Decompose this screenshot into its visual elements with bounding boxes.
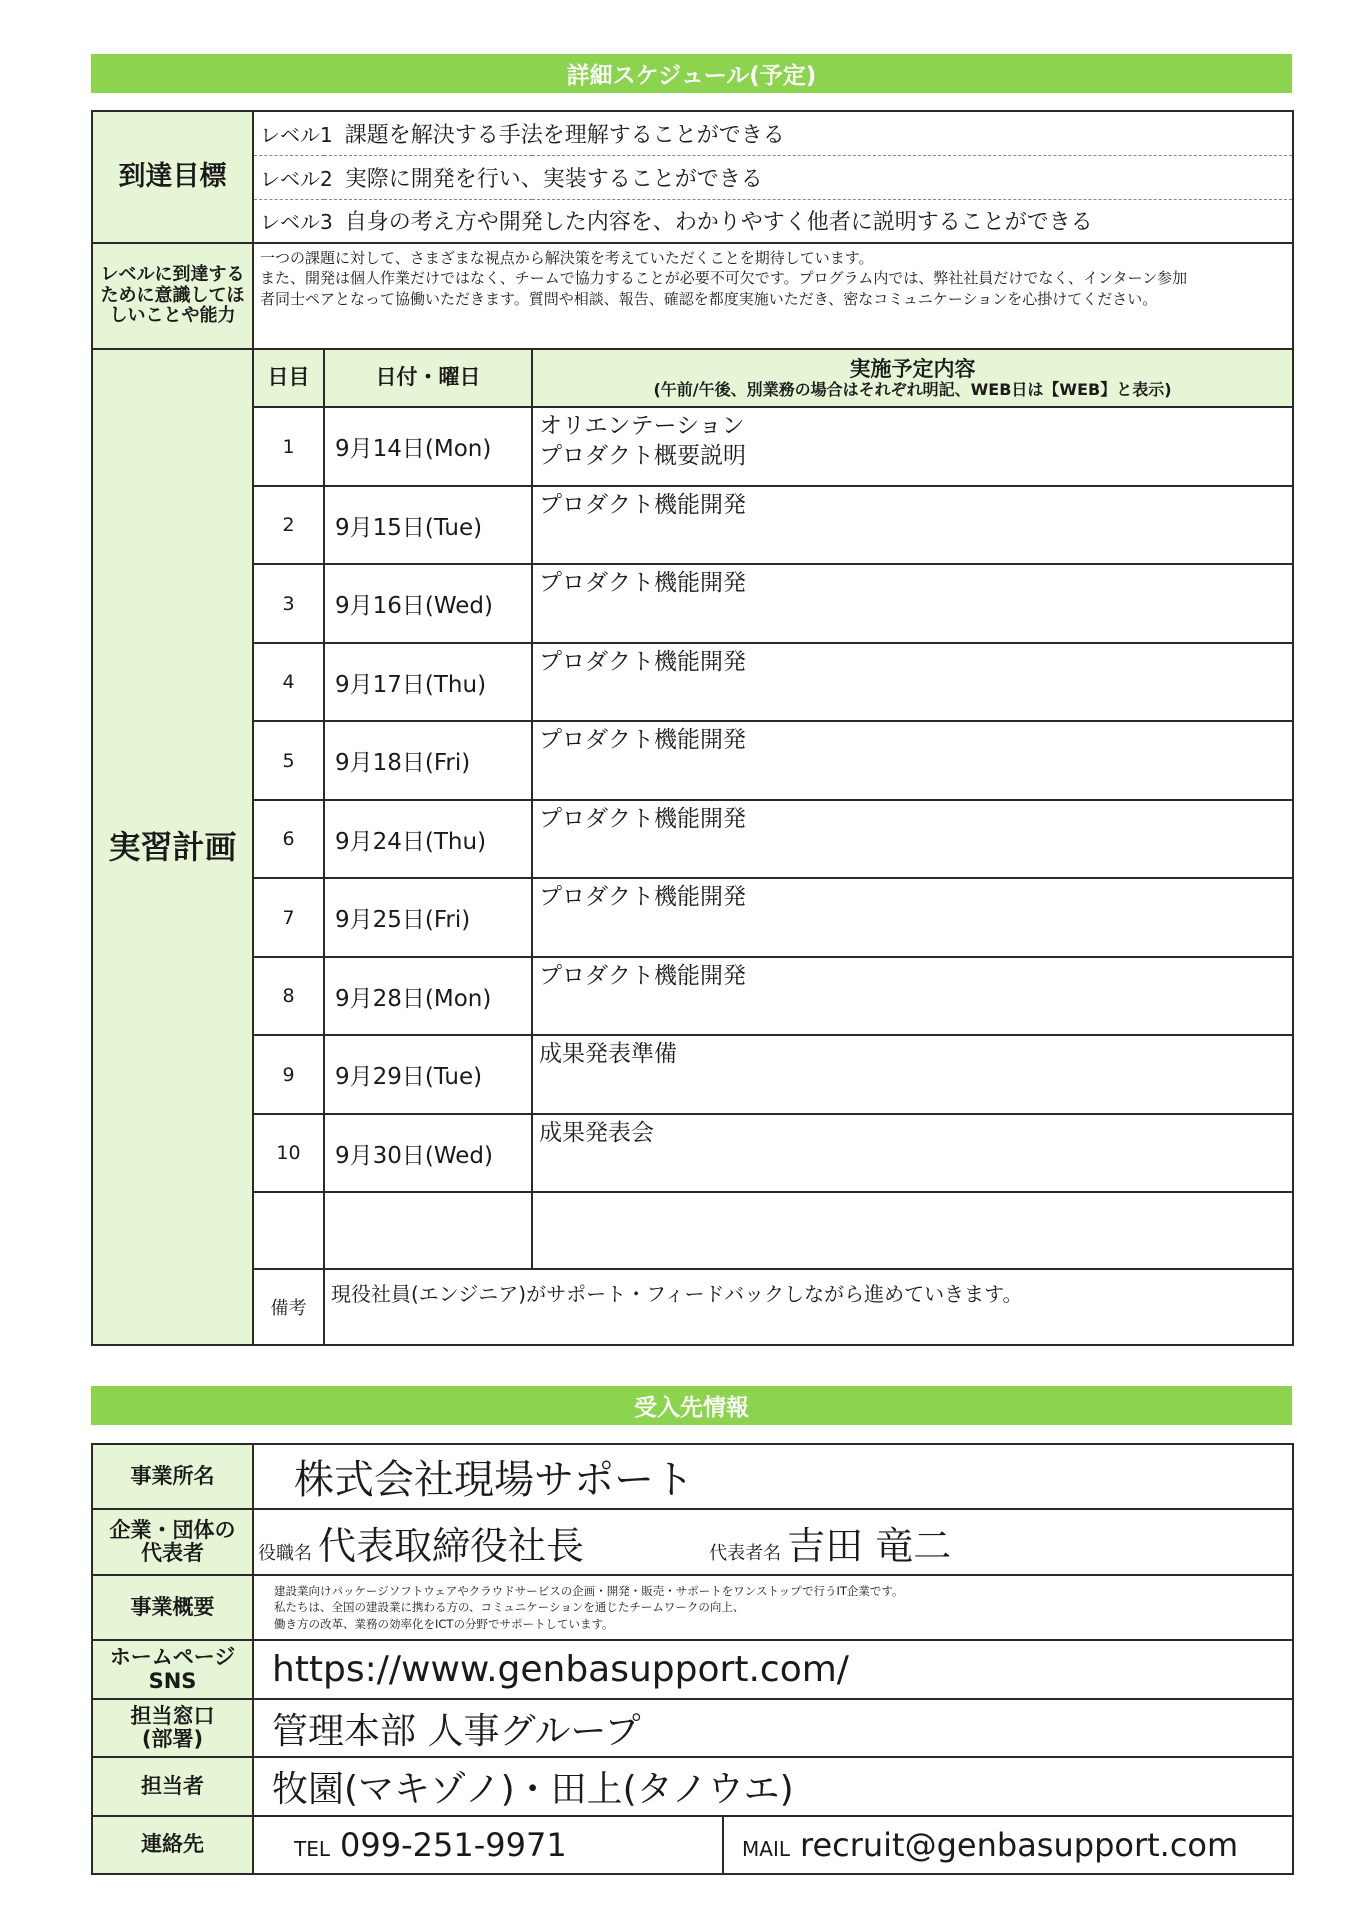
day-number: 4 bbox=[253, 643, 324, 721]
table-row-empty bbox=[92, 1192, 1293, 1269]
day-date: 9月29日(Tue) bbox=[324, 1035, 532, 1114]
tel-label: TEL bbox=[294, 1837, 330, 1861]
department: 管理本部 人事グループ bbox=[253, 1699, 1293, 1757]
day-content: プロダクト機能開発 bbox=[532, 721, 1293, 800]
day-number: 6 bbox=[253, 800, 324, 878]
homepage-link[interactable]: https://www.genbasupport.com/ bbox=[253, 1640, 1293, 1699]
header-date: 日付・曜日 bbox=[324, 349, 532, 407]
position-label: 役職名 bbox=[258, 1542, 312, 1564]
section-title-host: 受入先情報 bbox=[91, 1386, 1292, 1425]
summary-label: 事業概要 bbox=[92, 1575, 253, 1640]
schedule-table bbox=[91, 110, 1294, 1346]
day-date: 9月28日(Mon) bbox=[324, 957, 532, 1035]
day-date: 9月18日(Fri) bbox=[324, 721, 532, 800]
day-content: プロダクト機能開発 bbox=[532, 800, 1293, 878]
goal-level-1: レベル1 課題を解決する手法を理解することができる bbox=[253, 111, 1293, 155]
office-label: 事業所名 bbox=[92, 1444, 253, 1509]
day-content: 成果発表準備 bbox=[532, 1035, 1293, 1114]
table-row bbox=[92, 407, 1293, 486]
day-date: 9月24日(Thu) bbox=[324, 800, 532, 878]
remarks-text: 現役社員(エンジニア)がサポート・フィードバックしながら進めていきます。 bbox=[324, 1269, 1293, 1345]
table-row bbox=[92, 1035, 1293, 1114]
day-number: 8 bbox=[253, 957, 324, 1035]
day-number: 5 bbox=[253, 721, 324, 800]
day-content: プロダクト機能開発 bbox=[532, 878, 1293, 957]
day-date: 9月25日(Fri) bbox=[324, 878, 532, 957]
table-row bbox=[92, 643, 1293, 721]
goal-level-2: レベル2 実際に開発を行い、実装することができる bbox=[253, 155, 1293, 199]
tel-field bbox=[253, 1816, 723, 1874]
office-name: 株式会社現場サポート bbox=[253, 1444, 1293, 1509]
tel-number[interactable]: 099-251-9971 bbox=[340, 1826, 567, 1864]
table-row bbox=[92, 486, 1293, 564]
day-date: 9月16日(Wed) bbox=[324, 564, 532, 643]
day-content: プロダクト機能開発 bbox=[532, 486, 1293, 564]
plan-label: 実習計画 bbox=[92, 349, 253, 1345]
day-date: 9月15日(Tue) bbox=[324, 486, 532, 564]
day-number: 7 bbox=[253, 878, 324, 957]
header-content: 実施予定内容 (午前/午後、別業務の場合はそれぞれ明記、WEB日は【WEB】と表示) bbox=[532, 349, 1293, 407]
person-label: 担当者 bbox=[92, 1757, 253, 1816]
person: 牧園(マキゾノ)・田上(タノウエ) bbox=[253, 1757, 1293, 1816]
representative-info bbox=[253, 1509, 1293, 1575]
table-row bbox=[92, 1114, 1293, 1192]
table-row bbox=[92, 957, 1293, 1035]
position: 代表取締役社長 bbox=[318, 1523, 585, 1568]
day-date: 9月17日(Thu) bbox=[324, 643, 532, 721]
mail-field bbox=[723, 1816, 1293, 1874]
day-content: 成果発表会 bbox=[532, 1114, 1293, 1192]
awareness-text: 一つの課題に対して、さまざまな視点から解決策を考えていただくことを期待しています。 また、開発は個人作業だけではなく、チームで協力することが必要不可欠です。プログラム内では、弊社社員だけでなく、インターン参加 者同士ペアとなって協働いただきます。質問や相談、報告、確認を都度実施いただき、密なコミュニケーションを心掛けてください。 bbox=[253, 243, 1293, 349]
contact-label: 連絡先 bbox=[92, 1816, 253, 1874]
day-content: プロダクト機能開発 bbox=[532, 957, 1293, 1035]
day-date: 9月30日(Wed) bbox=[324, 1114, 532, 1192]
remarks-label: 備考 bbox=[253, 1269, 324, 1345]
table-row bbox=[92, 721, 1293, 800]
goal-level-3: レベル3 自身の考え方や開発した内容を、わかりやすく他者に説明することができる bbox=[253, 199, 1293, 243]
mail-address[interactable]: recruit@genbasupport.com bbox=[799, 1826, 1239, 1864]
day-number: 3 bbox=[253, 564, 324, 643]
rep-name-label: 代表者名 bbox=[709, 1542, 782, 1564]
day-date: 9月14日(Mon) bbox=[324, 407, 532, 486]
goals-label: 到達目標 bbox=[92, 111, 253, 243]
day-number: 2 bbox=[253, 486, 324, 564]
table-row bbox=[92, 564, 1293, 643]
day-content: プロダクト機能開発 bbox=[532, 643, 1293, 721]
day-number: 1 bbox=[253, 407, 324, 486]
remarks-row bbox=[92, 1269, 1293, 1345]
awareness-label: レベルに到達するために意識してほしいことや能力 bbox=[92, 243, 253, 349]
day-content: プロダクト機能開発 bbox=[532, 564, 1293, 643]
homepage-label: ホームページ SNS bbox=[92, 1640, 253, 1699]
day-number: 10 bbox=[253, 1114, 324, 1192]
representative-label: 企業・団体の 代表者 bbox=[92, 1509, 253, 1575]
day-number: 9 bbox=[253, 1035, 324, 1114]
rep-name: 吉田 竜二 bbox=[787, 1523, 952, 1568]
host-info-table bbox=[91, 1443, 1294, 1875]
header-day: 日目 bbox=[253, 349, 324, 407]
department-label: 担当窓口 (部署) bbox=[92, 1699, 253, 1757]
table-row bbox=[92, 800, 1293, 878]
day-content: オリエンテーション プロダクト概要説明 bbox=[532, 407, 1293, 486]
mail-label: MAIL bbox=[742, 1837, 790, 1861]
table-row bbox=[92, 878, 1293, 957]
summary-text: 建設業向けパッケージソフトウェアやクラウドサービスの企画・開発・販売・サポートをワンストップで行うIT企業です。 私たちは、全国の建設業に携わる方の、コミュニケーションを通じたチームワークの向上、 働き方の改革、業務の効率化をICTの分野でサポートしています。 bbox=[253, 1575, 1293, 1640]
section-title-schedule: 詳細スケジュール(予定) bbox=[91, 54, 1292, 93]
